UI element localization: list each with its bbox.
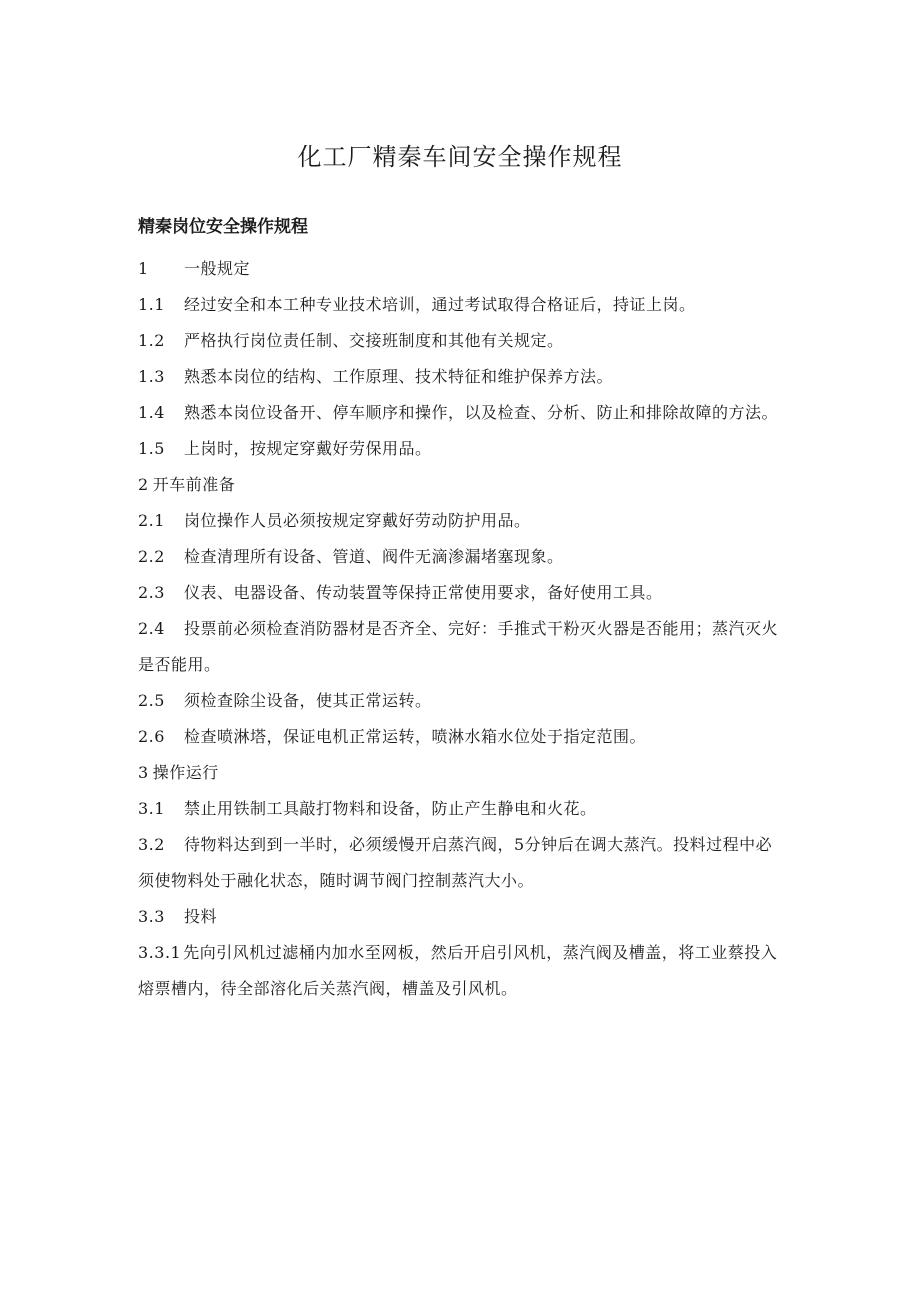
paragraph-3-1 <box>138 791 788 827</box>
clause-number: 1.4 <box>138 403 165 422</box>
paragraph-3-2 <box>138 827 788 899</box>
clause-number: 2.3 <box>138 583 165 602</box>
clause-text: 熟悉本岗位设备开、停车顺序和操作，以及检查、分析、防止和排除故障的方法。 <box>184 403 779 422</box>
clause-text: 先向引风机过滤桶内加水至网板，然后开启引风机，蒸汽阀及槽盖，将工业蔡投入熔票槽内，待全部溶化后关蒸汽阀，槽盖及引风机。 <box>138 943 778 998</box>
clause-number: 3.3 <box>138 907 165 926</box>
paragraph-3-3-1 <box>138 935 788 1007</box>
paragraph-2-1 <box>138 503 788 539</box>
paragraph-2-6 <box>138 719 788 755</box>
paragraph-1-2 <box>138 323 788 359</box>
clause-number: 3 <box>138 763 149 782</box>
clause-text: 上岗时，按规定穿戴好劳保用品。 <box>184 439 432 458</box>
paragraph-1-1 <box>138 287 788 323</box>
clause-number: 2.2 <box>138 547 165 566</box>
paragraph-2-3 <box>138 575 788 611</box>
paragraph-2-2 <box>138 539 788 575</box>
document-body <box>138 251 788 1007</box>
paragraph-1-5 <box>138 431 788 467</box>
clause-number: 1 <box>138 259 149 278</box>
clause-number: 2.6 <box>138 727 165 746</box>
clause-text: 检查清理所有设备、管道、阀件无滴渗漏堵塞现象。 <box>184 547 564 566</box>
clause-number: 3.3.1 <box>138 943 182 962</box>
paragraph-2-5 <box>138 683 788 719</box>
clause-text: 禁止用铁制工具敲打物料和设备，防止产生静电和火花。 <box>184 799 597 818</box>
clause-text: 须检查除尘设备，使其正常运转。 <box>184 691 432 710</box>
clause-text: 检查喷淋塔，保证电机正常运转，喷淋水箱水位处于指定范围。 <box>184 727 647 746</box>
clause-text: 投料 <box>184 907 218 926</box>
section-heading: 精秦岗位安全操作规程 <box>138 217 308 237</box>
clause-text: 熟悉本岗位的结构、工作原理、技术特征和维护保养方法。 <box>184 367 614 386</box>
clause-number: 1.2 <box>138 331 165 350</box>
clause-text: 开车前准备 <box>152 475 236 494</box>
paragraph-2-4 <box>138 611 788 683</box>
clause-text: 仪表、电器设备、传动装置等保持正常使用要求，备好使用工具。 <box>184 583 663 602</box>
clause-text: 严格执行岗位责任制、交接班制度和其他有关规定。 <box>184 331 564 350</box>
clause-text: 待物料达到到一半时，必须缓慢开启蒸汽阀，5分钟后在调大蒸汽。投料过程中必须使物料处于融化状态，随时调节阀门控制蒸汽大小。 <box>138 835 773 890</box>
clause-text: 投票前必须检查消防器材是否齐全、完好：手推式干粉灭火器是否能用；蒸汽灭火是否能用。 <box>138 619 779 674</box>
clause-text: 操作运行 <box>152 763 219 782</box>
paragraph-3-3 <box>138 899 788 935</box>
clause-number: 2.4 <box>138 619 165 638</box>
clause-number: 3.2 <box>138 835 165 854</box>
paragraph-3 <box>138 755 788 791</box>
clause-number: 3.1 <box>138 799 165 818</box>
clause-text: 经过安全和本工种专业技术培训，通过考试取得合格证后，持证上岗。 <box>184 295 696 314</box>
paragraph-1-4 <box>138 395 788 431</box>
document-title: 化工厂精秦车间安全操作规程 <box>297 143 623 171</box>
paragraph-1-3 <box>138 359 788 395</box>
clause-text: 一般规定 <box>184 259 251 278</box>
clause-number: 1.1 <box>138 295 165 314</box>
paragraph-2 <box>138 467 788 503</box>
clause-number: 2.1 <box>138 511 165 530</box>
clause-number: 1.5 <box>138 439 165 458</box>
clause-number: 2 <box>138 475 149 494</box>
clause-number: 2.5 <box>138 691 165 710</box>
clause-text: 岗位操作人员必须按规定穿戴好劳动防护用品。 <box>184 511 531 530</box>
paragraph-1 <box>138 251 788 287</box>
clause-number: 1.3 <box>138 367 165 386</box>
